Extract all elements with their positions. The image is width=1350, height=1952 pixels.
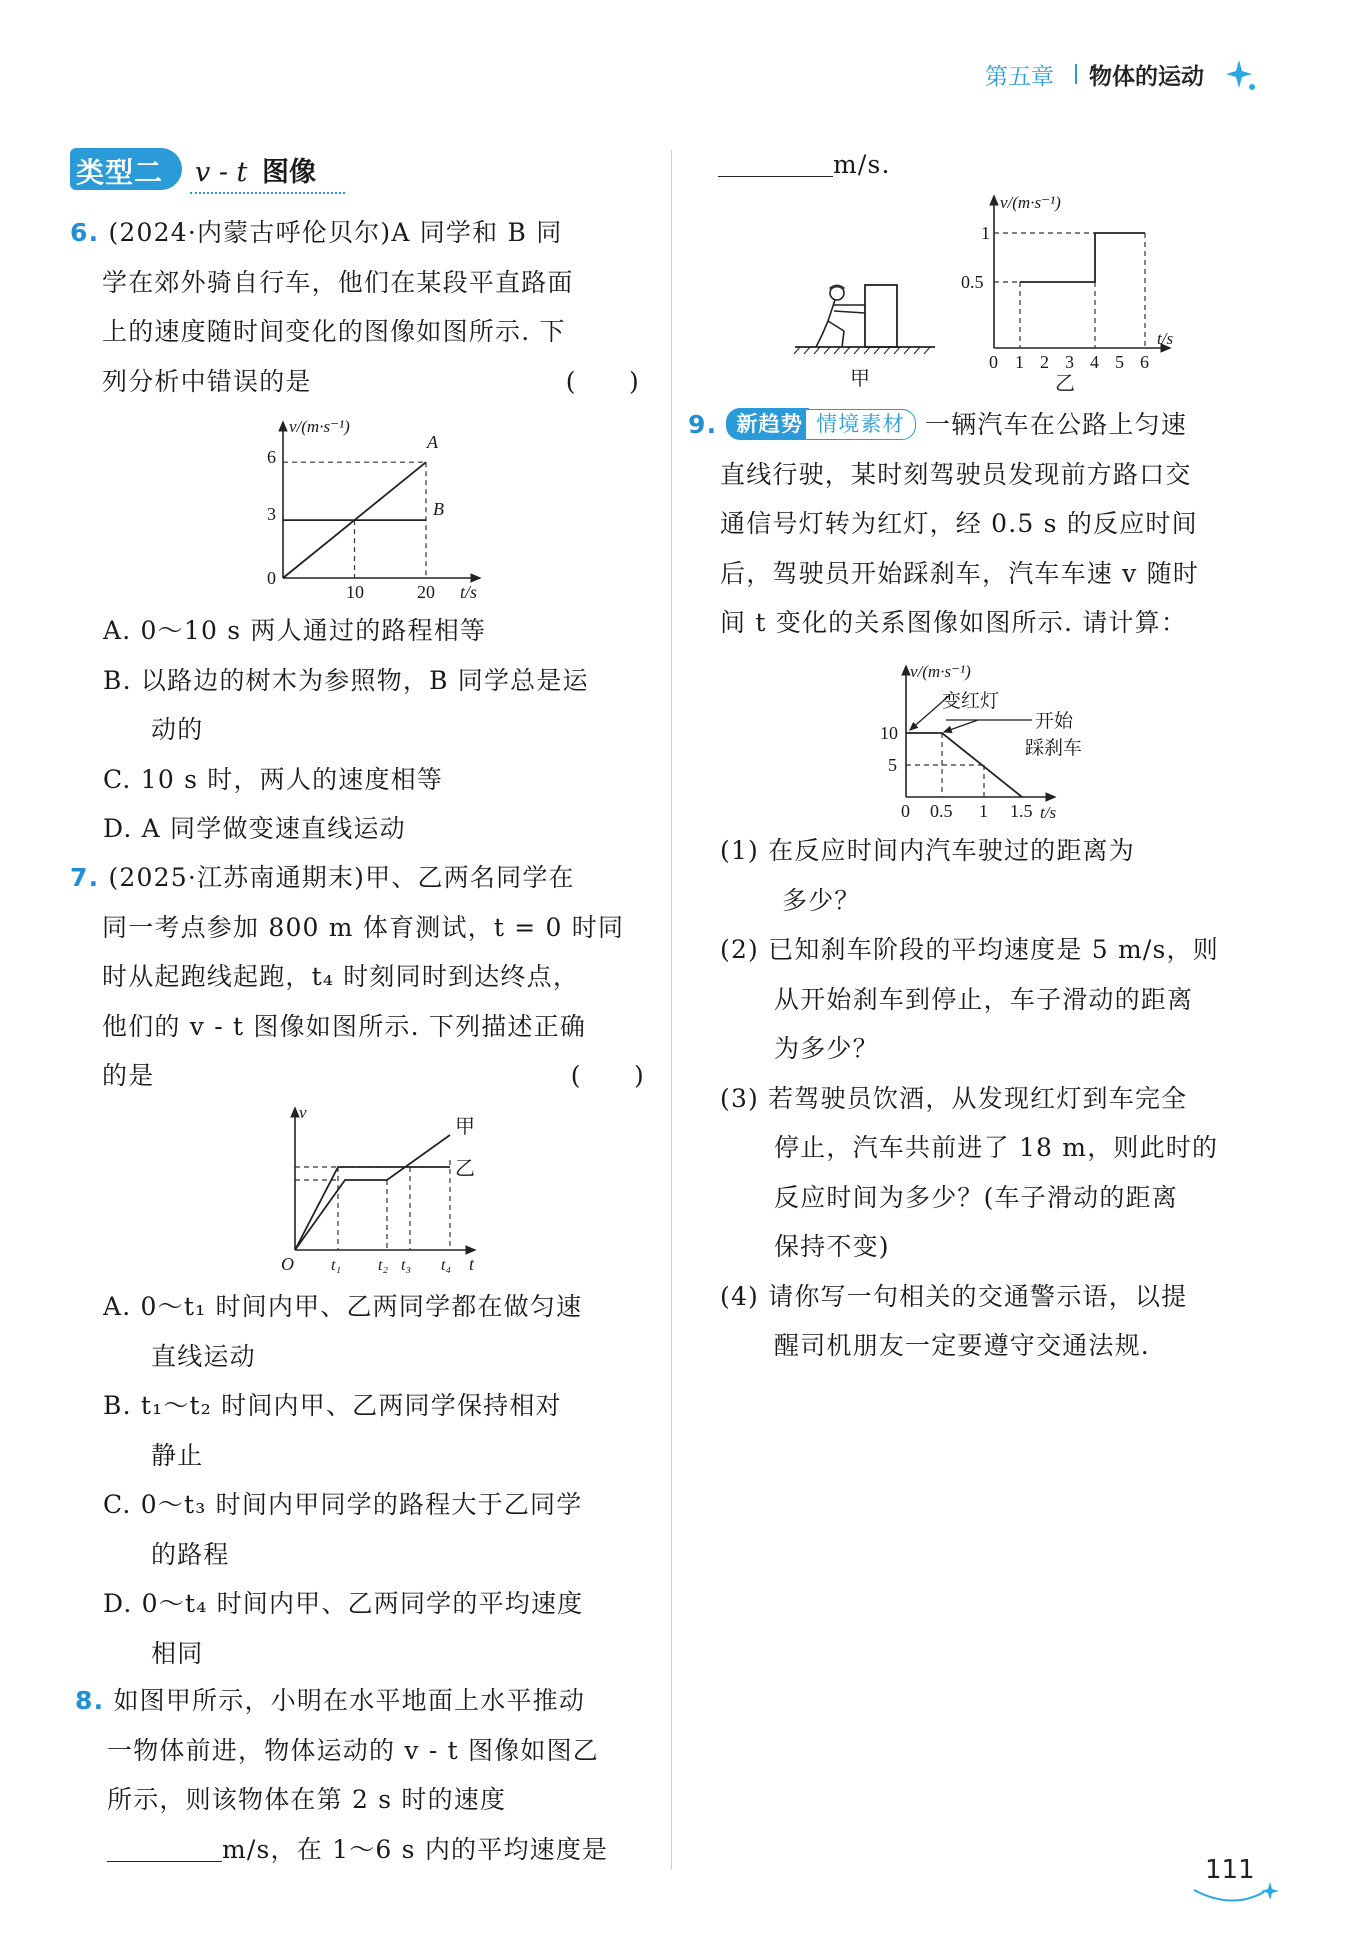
subquestion-3-cont: 停止，汽车共前进了 18 m，则此时的 [774,1133,1219,1162]
q6-options [103,606,643,854]
arrow-brake [944,720,978,732]
column-divider [671,150,672,1870]
option-A-cont: 直线运动 [151,1341,256,1371]
subquestion-1: (1) 在反应时间内汽车驶过的距离为 [720,836,1135,865]
x-tick-label: 20 [417,582,435,602]
q9-line: 直线行驶，某时刻驾驶员发现前方路口交 [720,459,1192,489]
header-divider [1075,64,1077,84]
q8-line: m/s，在 1～6 s 内的平均速度是 [222,1834,609,1864]
x-tick-label: 1.5 [1010,801,1033,821]
sparkle-icon [1226,58,1256,92]
y-tick-label: 3 [267,504,276,524]
q6-line: 学在郊外骑自行车，他们在某段平直路面 [102,267,574,297]
q7-graph [275,1100,505,1280]
y-tick-label: 0.5 [961,272,984,292]
chapter-label: 第五章 [985,64,1054,90]
subquestion-3-cont: 保持不变) [774,1232,890,1261]
q7-line: 的是 [102,1061,155,1090]
q6-line: 上的速度随时间变化的图像如图所示. 下 [102,317,566,346]
subquestion-3: (3) 若驾驶员饮酒，从发现红灯到车完全 [720,1083,1188,1113]
q6-line: 列分析中错误的是 [102,366,312,396]
subquestion-2-cont: 从开始刹车到停止，车子滑动的距离 [774,984,1194,1014]
q7-line: 同一考点参加 800 m 体育测试，t = 0 时同 [102,912,625,942]
section-underline [190,192,345,194]
q9-graph [870,660,1110,825]
q8-continuation [718,140,891,190]
q9-number: 9. [688,410,718,439]
y-axis-label: v/(m·s⁻¹) [910,662,971,681]
option-A: A. 0～10 s 两人通过的路程相等 [103,616,487,645]
q9-line: 间 t 变化的关系图像如图所示. 请计算： [720,608,1188,637]
page-number: 111 [1205,1855,1255,1885]
option-B: B. 以路边的树木为参照物，B 同学总是运 [103,665,589,695]
chapter-title: 物体的运动 [1089,64,1204,90]
y-tick-label: 6 [267,447,276,467]
series-label-yi: 乙 [455,1158,475,1180]
x-tick-label: 10 [346,582,364,602]
x-tick-label: 5 [1115,352,1124,372]
x-tick-label: t₄ [441,1257,452,1274]
q7-line: (2025·江苏南通期末)甲、乙两名同学在 [108,863,575,892]
subquestion-4: (4) 请你写一句相关的交通警示语，以提 [720,1281,1188,1311]
q8-line: 如图甲所示，小明在水平地面上水平推动 [113,1686,586,1715]
x-tick-label: 1 [979,801,988,821]
y-tick-label: 0 [267,568,276,588]
q9-stem [688,400,1263,648]
option-D-cont: 相同 [151,1638,204,1668]
x-tick-label: 3 [1065,352,1074,372]
section-title-text: 图像 [262,157,316,188]
x-axis-label: t/s [1157,329,1174,348]
x-tick-label: 2 [1040,352,1049,372]
y-axis-label: v/(m·s⁻¹) [289,417,350,436]
y-axis-label: v/(m·s⁻¹) [1000,193,1061,212]
sparkle-icon [1261,1882,1279,1900]
y-tick-label: 1 [981,223,990,243]
x-tick-label: t₁ [331,1257,342,1274]
q9-line: 通信号灯转为红灯，经 0.5 s 的反应时间 [720,509,1198,538]
x-axis-label: t/s [460,582,478,602]
subquestion-4-cont: 醒司机朋友一定要遵守交通法规. [774,1331,1150,1360]
annotation-red-light: 变红灯 [942,691,1000,712]
y-tick-label: 10 [880,723,898,743]
q6-number: 6. [70,218,100,247]
q9-line: 一辆汽车在公路上匀速 [925,410,1188,439]
tag-context: 情境素材 [805,409,916,440]
section-title [195,150,316,189]
y-axis-label: v [299,1103,307,1122]
q8-graph [955,190,1190,395]
q8-line: 一物体前进，物体运动的 v - t 图像如图乙 [107,1735,600,1765]
q7-number: 7. [70,863,100,892]
box [865,285,897,347]
x-tick-label: t₃ [401,1257,412,1274]
origin-label: O [281,1254,294,1274]
subquestion-1-cont: 多少？ [782,885,861,915]
x-axis-label: t/s [1040,803,1057,822]
annotation-brake: 开始 [1035,711,1074,732]
q8-line: 所示，则该物体在第 2 s 时的速度 [107,1785,507,1814]
answer-blank[interactable] [718,146,833,177]
q7-line: 时从起跑线起跑，t₄ 时刻同时到达终点， [102,962,580,991]
option-B-cont: 静止 [151,1440,204,1470]
option-C-cont: 的路程 [151,1539,230,1569]
q8-unit: m/s. [833,150,891,179]
figure-label-jia: 甲 [850,368,870,390]
series-v [1020,233,1145,282]
x-tick-label: 0 [989,352,998,372]
figure-label-yi: 乙 [1055,373,1075,395]
answer-paren: ( ) [565,366,640,396]
answer-blank[interactable] [107,1831,222,1862]
series-label-A: A [427,432,438,452]
x-tick-label: 4 [1090,352,1099,372]
section-badge [70,148,185,190]
option-D: D. 0～t₄ 时间内甲、乙两同学的平均速度 [103,1589,584,1618]
option-B-cont: 动的 [151,715,204,744]
q8-number: 8. [75,1686,105,1715]
option-D: D. A 同学做变速直线运动 [103,814,406,843]
annotation-brake: 踩刹车 [1025,738,1083,759]
q9-line: 后，驾驶员开始踩刹车，汽车车速 v 随时 [720,558,1200,588]
q6-graph [255,410,505,610]
series-label-jia: 甲 [455,1116,475,1138]
section-label: 类型二 [76,156,164,189]
subquestion-2: (2) 已知刹车阶段的平均速度是 5 m/s，则 [720,935,1219,964]
x-tick-label: 0.5 [930,801,953,821]
subquestion-2-cont: 为多少？ [774,1034,879,1063]
tag-new-trend: 新趋势 [726,408,809,440]
q7-options [103,1282,648,1678]
option-B: B. t₁～t₂ 时间内甲、乙两同学保持相对 [103,1391,562,1420]
x-tick-label: 6 [1140,352,1149,372]
person-pushing-icon [816,286,865,347]
q8-stem [75,1676,655,1874]
y-tick-label: 5 [888,755,897,775]
x-axis-label: t [469,1254,475,1274]
q6-line: (2024·内蒙古呼伦贝尔)A 同学和 B 同 [108,218,563,247]
option-A: A. 0～t₁ 时间内甲、乙两同学都在做匀速 [103,1292,583,1321]
x-tick-label: t₂ [378,1257,389,1274]
option-C: C. 0～t₃ 时间内甲同学的路程大于乙同学 [103,1490,583,1519]
q7-line: 他们的 v - t 图像如图所示. 下列描述正确 [102,1011,587,1041]
x-tick-label: 0 [901,801,910,821]
q9-subquestions [720,826,1265,1371]
option-C: C. 10 s 时，两人的速度相等 [103,764,444,794]
subquestion-3-cont: 反应时间为多少？(车子滑动的距离 [774,1182,1178,1212]
page-number-decoration [1192,1872,1282,1912]
x-tick-label: 1 [1015,352,1024,372]
series-label-B: B [433,499,444,519]
q6-stem [70,208,640,406]
series-jia [295,1135,450,1250]
q7-stem [70,853,645,1101]
answer-paren: ( ) [570,1061,645,1090]
section-title-var: v - t [195,157,248,188]
q8-figure-jia [790,275,940,395]
